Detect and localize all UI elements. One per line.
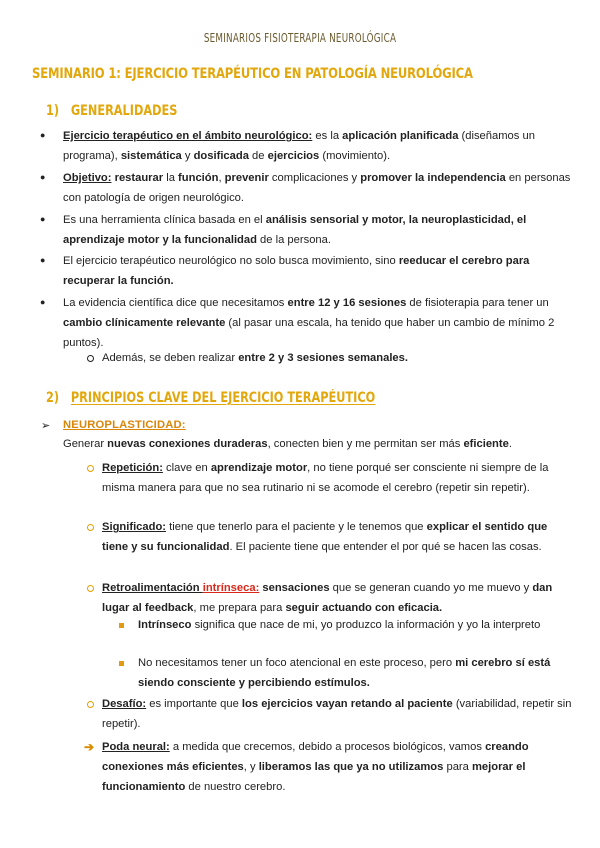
- text-run: dosificada: [193, 150, 249, 162]
- bullet-paragraph: [63, 126, 575, 166]
- text-run: , y: [243, 761, 259, 773]
- text-run: Intrínseco: [138, 619, 192, 631]
- text-run: en personas con patología de origen neurológico.: [63, 172, 571, 204]
- text-run: La evidencia científica dice que necesitamos: [63, 297, 288, 309]
- text-run: tiene que tenerlo para el paciente y le tenemos que: [166, 521, 427, 533]
- seminar-title: SEMINARIO 1: EJERCICIO TERAPÉUTICO EN PATOLOGÍA NEUROLÓGICA: [32, 66, 473, 82]
- section-2-title: PRINCIPIOS CLAVE DEL EJERCICIO TERAPÉUTICO: [70, 390, 376, 406]
- text-run: Desafío:: [102, 698, 147, 710]
- bullet-dot-icon: ●: [40, 214, 46, 224]
- text-run: prevenir: [224, 172, 269, 184]
- text-run: Generar: [63, 438, 108, 450]
- section-2-heading: [46, 390, 375, 406]
- triangle-arrow-icon: ➢: [41, 420, 51, 432]
- text-run: reeducar el cerebro para recuperar la función.: [63, 255, 530, 287]
- text-run: a medida que crecemos, debido a procesos biológicos, vamos: [169, 741, 486, 753]
- poda-item: [102, 737, 574, 797]
- text-run: El ejercicio terapéutico neurológico no solo busca movimiento, sino: [63, 255, 399, 267]
- text-run: aplicación planificada: [342, 130, 459, 142]
- bullet-paragraph: [63, 210, 575, 250]
- text-run: creando conexiones más eficientes: [102, 741, 529, 773]
- bullet-paragraph: [63, 168, 575, 208]
- bullet-dot-icon: ●: [40, 172, 46, 182]
- text-run: cambio clínicamente relevante: [63, 317, 226, 329]
- bullet-dot-icon: ●: [40, 130, 46, 140]
- text-run: de nuestro cerebro.: [185, 781, 286, 793]
- sub-bullet-paragraph: [102, 348, 572, 368]
- text-run: mejorar el funcionamiento: [102, 761, 526, 793]
- text-run: intrínseca:: [202, 582, 260, 594]
- text-run: aprendizaje motor: [210, 462, 308, 474]
- text-run: clave en: [162, 462, 211, 474]
- section-1-heading: [46, 103, 177, 119]
- section-1-number: 1): [46, 103, 60, 119]
- text-run: mi cerebro sí está siendo consciente y percibiendo estímulos.: [138, 657, 551, 689]
- sub-item: [138, 653, 574, 693]
- sub-item: [138, 615, 574, 635]
- text-run: nuevas conexiones duraderas: [107, 438, 268, 450]
- text-run: Es una herramienta clínica basada en el: [63, 214, 266, 226]
- text-run: de: [248, 150, 268, 162]
- text-run: Retroalimentación: [102, 582, 203, 594]
- text-run: (movimiento).: [319, 150, 391, 162]
- text-run: eficiente: [463, 438, 509, 450]
- sub-bullet-circle-icon: [87, 465, 94, 472]
- text-run: es la: [312, 130, 343, 142]
- text-run: Repetición:: [102, 462, 163, 474]
- text-run: explicar el sentido que tiene y su funcionalidad: [102, 521, 548, 553]
- text-run: (al pasar una escala, ha tenido que haber un cambio de mínimo 2 puntos).: [63, 317, 555, 349]
- text-run: significa que nace de mi, yo produzco la información y yo la interpreto: [191, 619, 541, 631]
- text-run: de fisioterapia para tener un: [406, 297, 549, 309]
- text-run: entre 2 y 3 sesiones semanales.: [238, 352, 408, 364]
- text-run: función: [178, 172, 219, 184]
- text-run: ,: [218, 172, 225, 184]
- text-run: promover la independencia: [360, 172, 506, 184]
- sub-bullet-circle-icon: [87, 355, 94, 362]
- square-bullet-icon: [119, 661, 124, 666]
- text-run: restaurar: [114, 172, 164, 184]
- text-run: la: [163, 172, 179, 184]
- text-run: entre 12 y 16 sesiones: [287, 297, 407, 309]
- text-run: sensaciones: [262, 582, 330, 594]
- text-run: Ejercicio terapéutico en el ámbito neurológico:: [63, 130, 313, 142]
- text-run: que se generan cuando yo me muevo y: [329, 582, 533, 594]
- sub-bullet-circle-icon: [87, 524, 94, 531]
- text-run: ejercicios: [267, 150, 320, 162]
- text-run: Significado:: [102, 521, 167, 533]
- text-run: los ejercicios vayan retando al paciente: [241, 698, 453, 710]
- text-run: (diseñamos un programa),: [63, 130, 535, 162]
- desafio-item: [102, 694, 574, 734]
- page-header: SEMINARIOS FISIOTERAPIA NEUROLÓGICA: [203, 30, 397, 45]
- text-run: , no tiene porqué ser consciente ni siempre de la misma manera para que no sea rutinario ni se acomode el cerebro (repetir sin repetir).: [102, 462, 549, 494]
- text-run: de la persona.: [256, 234, 331, 246]
- principle-item: [102, 517, 574, 557]
- neuro-label: NEUROPLASTICIDAD:: [63, 419, 186, 431]
- sub-bullet-circle-icon: [87, 701, 94, 708]
- bullet-dot-icon: ●: [40, 297, 46, 307]
- text-run: No necesitamos tener un foco atencional en este proceso, pero: [138, 657, 456, 669]
- bullet-dot-icon: ●: [40, 255, 46, 265]
- sub-bullet-circle-icon: [87, 585, 94, 592]
- text-run: (variabilidad, repetir sin repetir).: [102, 698, 572, 730]
- text-run: , conecten bien y me permitan ser más: [267, 438, 464, 450]
- text-run: dan lugar al feedback: [102, 582, 553, 614]
- text-run: sistemática: [120, 150, 182, 162]
- text-run: y: [181, 150, 194, 162]
- bullet-paragraph: [63, 251, 575, 291]
- bullet-paragraph: [63, 293, 575, 353]
- right-arrow-icon: ➔: [84, 740, 95, 754]
- text-run: seguir actuando con eficacia.: [285, 602, 443, 614]
- principle-item: [102, 578, 574, 618]
- text-run: para: [443, 761, 472, 773]
- section-1-title: GENERALIDADES: [70, 103, 178, 119]
- text-run: .: [508, 438, 512, 450]
- text-run: análisis sensorial y motor, la neuroplasticidad, el aprendizaje motor y la funcionalidad: [63, 214, 527, 246]
- text-run: liberamos las que ya no utilizamos: [258, 761, 444, 773]
- square-bullet-icon: [119, 623, 124, 628]
- text-run: . El paciente tiene que entender el por qué se hacen las cosas.: [229, 541, 542, 553]
- text-run: complicaciones y: [268, 172, 361, 184]
- text-run: es importante que: [146, 698, 242, 710]
- text-run: Además, se deben realizar: [102, 352, 239, 364]
- text-run: , me prepara para: [193, 602, 286, 614]
- neuro-intro: [63, 434, 575, 454]
- text-run: Poda neural:: [102, 741, 170, 753]
- text-run: Objetivo:: [63, 172, 112, 184]
- section-2-number: 2): [46, 390, 60, 406]
- principle-item: [102, 458, 574, 498]
